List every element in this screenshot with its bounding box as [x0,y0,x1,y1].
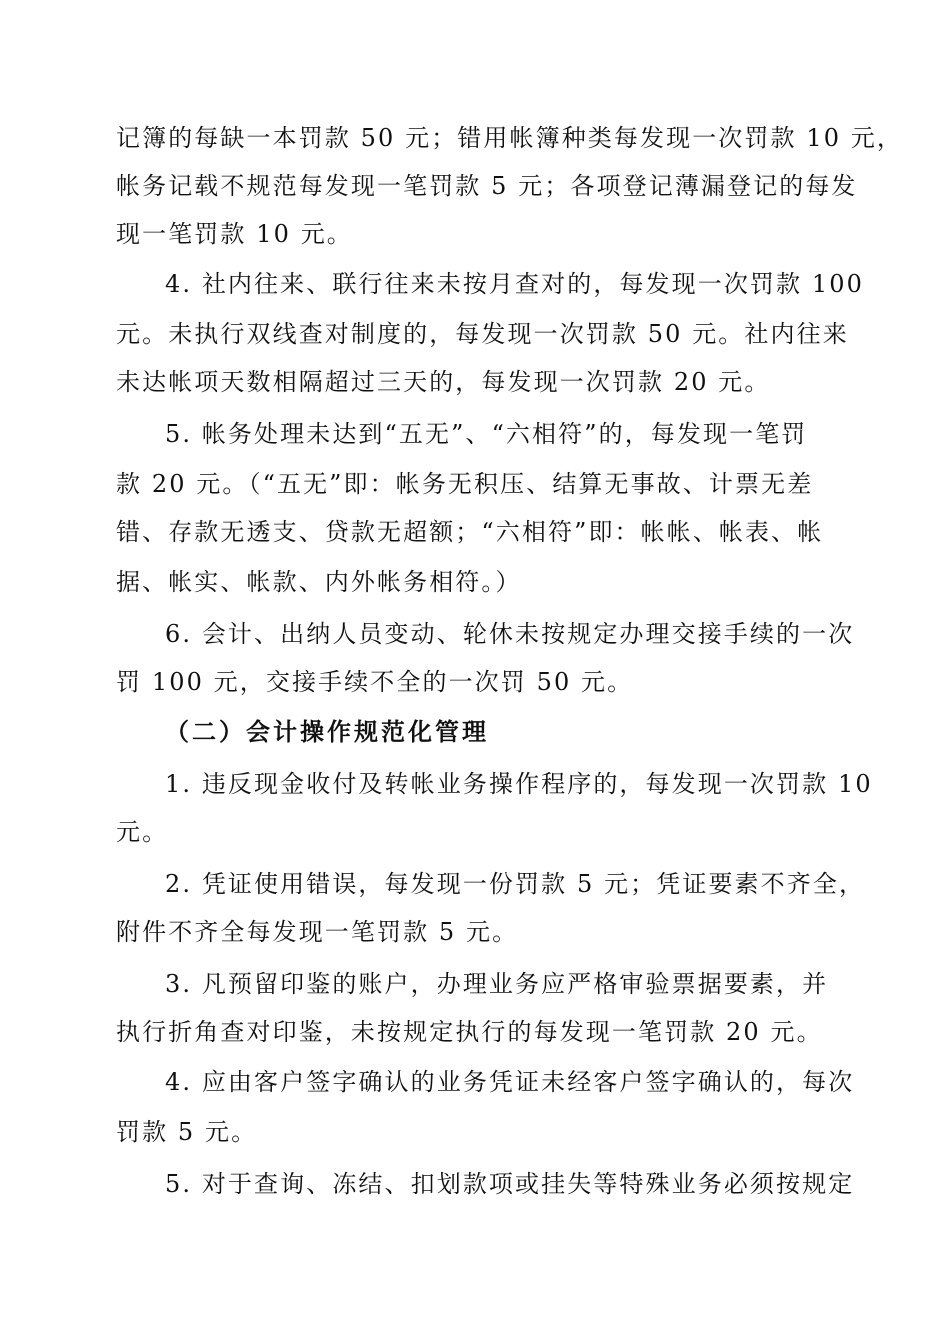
list-item-line: 5. 对于查询、冻结、扣划款项或挂失等特殊业务必须按规定 [165,1170,855,1198]
section-heading: （二）会计操作规范化管理 [165,718,489,746]
list-item-line: 2. 凭证使用错误，每发现一份罚款 5 元；凭证要素不齐全， [165,870,866,898]
body-text-line: 帐务记载不规范每发现一笔罚款 5 元；各项登记薄漏登记的每发 [116,172,858,200]
list-item-line: 6. 会计、出纳人员变动、轮休未按规定办理交接手续的一次 [165,620,855,648]
body-text-line: 未达帐项天数相隔超过三天的，每发现一次罚款 20 元。 [116,368,771,396]
body-text-line: 执行折角查对印鉴，未按规定执行的每发现一笔罚款 20 元。 [116,1018,823,1046]
body-text-line: 罚款 5 元。 [116,1118,258,1146]
body-text-line: 元。 [116,818,169,846]
body-text-line: 元。未执行双线查对制度的，每发现一次罚款 50 元。社内往来 [116,320,849,348]
body-text-line: 附件不齐全每发现一笔罚款 5 元。 [116,918,519,946]
body-text-line: 罚 100 元，交接手续不全的一次罚 50 元。 [116,668,634,696]
list-item-line: 1. 违反现金收付及转帐业务操作程序的，每发现一次罚款 10 [165,770,873,798]
body-text-line: 记簿的每缺一本罚款 50 元；错用帐簿种类每发现一次罚款 10 元， [116,124,903,152]
body-text-line: 错、存款无透支、贷款无超额；“六相符”即：帐帐、帐表、帐 [116,518,824,546]
list-item-line: 3. 凡预留印鉴的账户，办理业务应严格审验票据要素，并 [165,970,829,998]
body-text-line: 据、帐实、帐款、内外帐务相符。） [116,568,522,596]
body-text-line: 款 20 元。（“五无”即：帐务无积压、结算无事故、计票无差 [116,470,814,498]
list-item-line: 4. 应由客户签字确认的业务凭证未经客户签字确认的，每次 [165,1068,855,1096]
list-item-line: 5. 帐务处理未达到“五无”、“六相符”的，每发现一笔罚 [165,420,808,448]
body-text-line: 现一笔罚款 10 元。 [116,220,353,248]
list-item-line: 4. 社内往来、联行往来未按月查对的，每发现一次罚款 100 [165,270,864,298]
